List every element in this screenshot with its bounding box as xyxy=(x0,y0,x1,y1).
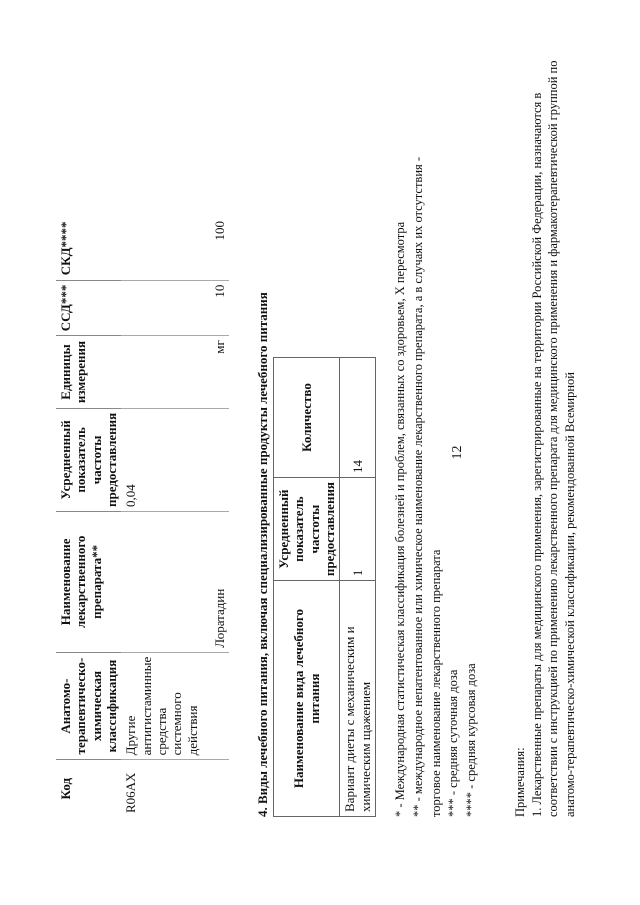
cell-diet-name: Вариант диеты с механическим и химическим щажением xyxy=(340,581,376,817)
header-ssd: ССД*** xyxy=(56,280,121,336)
header-diet-quantity: Количество xyxy=(274,358,340,478)
section-4-title: 4. Виды лечебного питания, включая специализированные продукты лечебного питания xyxy=(255,292,270,817)
footnote-ssd: *** - средняя суточная доза xyxy=(446,669,461,817)
footnote-skd: **** - средняя курсовая доза xyxy=(464,663,478,817)
cell-units: мг xyxy=(121,336,229,409)
header-atc: Анатомо-терапевтическо-химическая классификация xyxy=(56,652,121,760)
header-avg-frequency: Усредненный показатель частоты предоставления xyxy=(56,408,121,511)
table-row xyxy=(121,217,229,817)
cell-skd: 100 xyxy=(121,217,229,280)
cell-drug-name: Лоратадин xyxy=(121,511,229,652)
remarks-text: 1. Лекарственные препараты для медицинского применения, зарегистрированные на территории Российской Федерации, назначаются в соответствии с инструкцией по применению лекарственного препарата для медицинского применения и фармакотерапевтической группой по анатомо-терапевтическо-химической классификации, рекомендованной Всемирной xyxy=(529,60,577,817)
cell-avg-frequency: 0,04 xyxy=(121,408,229,511)
diet-table xyxy=(273,357,376,817)
cell-diet-avg-frequency: 1 xyxy=(340,478,376,581)
footnote-icd: * - Международная статистическая классификация болезней и проблем, связанных со здоровьем, X пересмотра xyxy=(393,221,407,817)
header-diet-avg-frequency: Усредненный показатель частоты предоставления xyxy=(274,478,340,581)
cell-code: R06AX xyxy=(123,772,139,813)
footnote-inn: ** - международное непатентованное или химическое наименование лекарственного препарата, а в случаях их отсутствия - торговое наименование лекарственного препарата xyxy=(410,156,443,817)
cell-diet-quantity: 14 xyxy=(340,358,376,478)
header-diet-name: Наименование вида лечебного питания xyxy=(274,581,340,817)
header-skd: СКД**** xyxy=(56,217,121,280)
table-row xyxy=(340,358,376,817)
header-code: Код xyxy=(58,777,73,800)
page-number: 12 xyxy=(450,445,465,460)
cell-ssd: 10 xyxy=(121,280,229,336)
footnotes xyxy=(392,117,481,817)
remarks xyxy=(512,57,578,817)
remarks-title: Примечания: xyxy=(513,747,527,817)
header-units: Единицы измерения xyxy=(56,336,121,409)
cell-atc: Другие антигистаминные средства системного действия xyxy=(121,652,229,760)
header-drug-name: Наименование лекарственного препарата** xyxy=(56,511,121,652)
drug-table xyxy=(56,217,229,817)
